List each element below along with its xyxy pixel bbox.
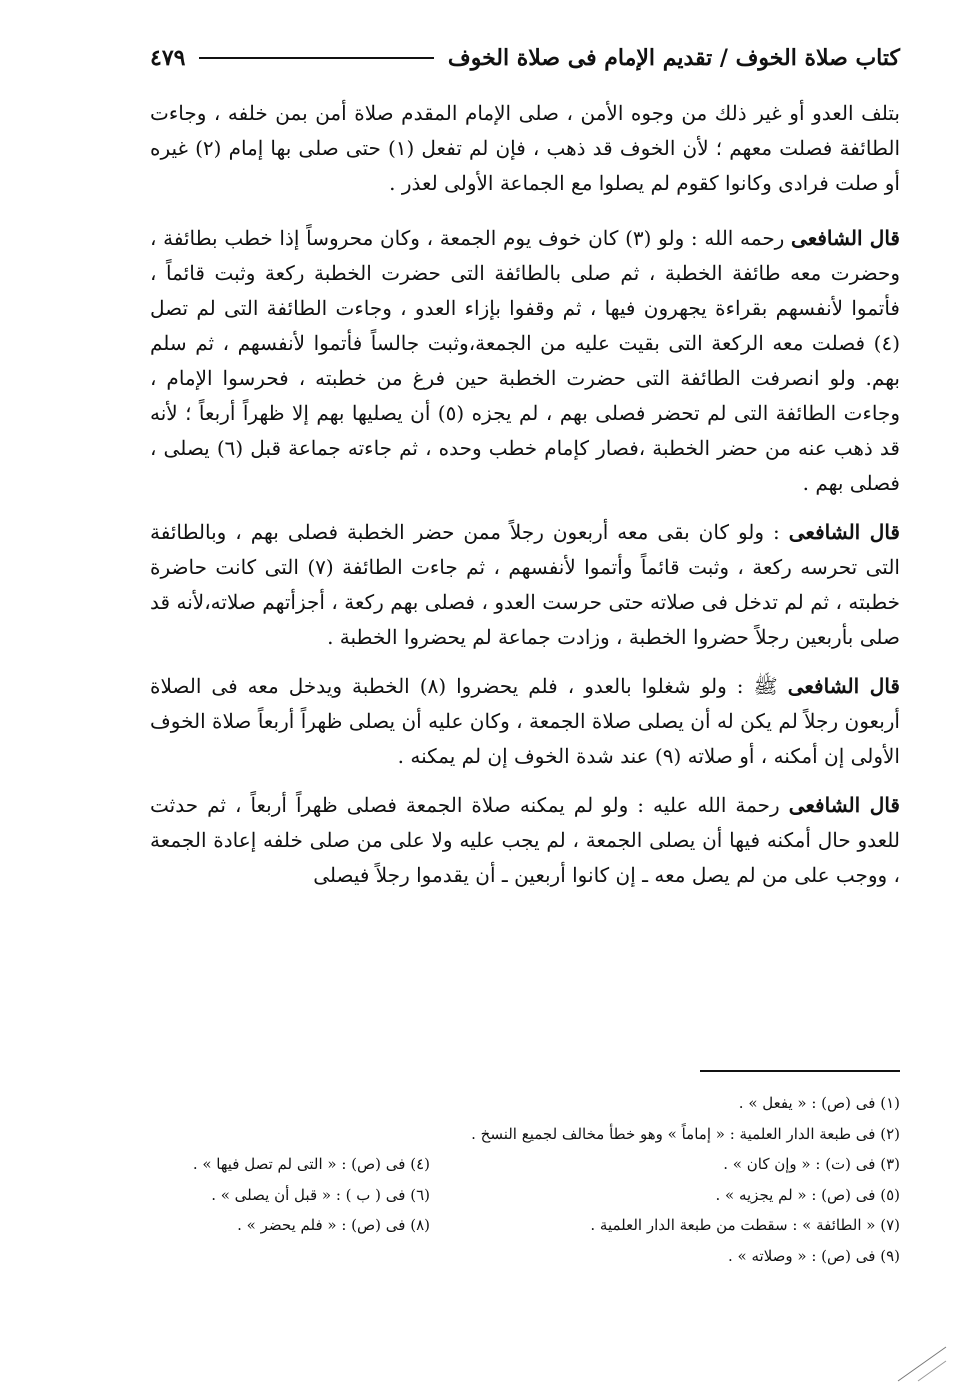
footnote-empty [150, 1241, 430, 1272]
paragraph-text: بتلف العدو أو غير ذلك من وجوه الأمن ، صلى الإمام المقدم صلاة أمن بمن خلفه ، وجاءت الطائفة فصلت معهم ؛ لأن الخوف قد ذهب ، فإن لم تفعل (١) حتى صلى بها إمام (٢) غيره أو صلت فرادى وكانوا كقوم لم يصلوا مع الجماعة الأولى لعذر . [150, 101, 901, 195]
footnote-4: (٤) فى (ص) : « التى لم تصل فيها » . [192, 1155, 430, 1173]
footnote-3: (٣) فى (ت) : « وإن كان » . [723, 1155, 900, 1173]
footnote-row [150, 1088, 900, 1119]
paragraph-text: : ولو كان بقى معه أربعون رجلاً ممن حضر الخطبة فصلى بهم ، وبالطائفة التى تحرسه ركعة ، وثبت قائماً وأتموا لأنفسهم ، ثم جاءت الطائفة (٧) التى كانت حاضرة خطبته ، ثم لم تدخل فى صلاته حتى حرست العدو ، فصلى بهم ركعة ، أجزأتهم صلاته،لأنه قد صلى بأربعين رجلاً حضروا الخطبة ، وزادت جماعة لم يحضروا الخطبة . [150, 520, 900, 649]
footnote-row [150, 1180, 900, 1211]
paragraph-text: ﷺ : ولو شغلوا بالعدو ، فلم يحضروا (٨) الخطبة ويدخل معه فى الصلاة أربعون رجلاً لم يكن له أن يصلى صلاة الجمعة ، وكان عليه أن يصلى ظهراً أربعاً صلاة الخوف الأولى إن أمكنه ، أو صلاته (٩) عند شدة الخوف إن لم يمكنه . [150, 674, 900, 768]
speaker-label: قال الشافعى [788, 793, 900, 817]
footnotes [150, 1088, 900, 1271]
footnote-5: (٥) فى (ص) : « لم يجزيه » . [715, 1185, 900, 1204]
speaker-label: قال الشافعى [787, 674, 900, 698]
footnote-1: (١) فى (ص) : « يفعل » . [738, 1094, 900, 1112]
header-rule [199, 57, 433, 59]
paragraph-text: رحمة الله عليه : ولو لم يمكنه صلاة الجمعة فصلى ظهراً أربعاً ، ثم حدثت للعدو حال أمكنه فيها أن يصلى الجمعة ، لم يجب عليه ولا على من صلى خلفه إعادة الجمعة ، ووجب على من لم يصل معه ـ إن كانوا أربعين ـ أن يقدموا رجلاً فيصلى [150, 793, 901, 887]
paragraph-4 [150, 669, 900, 774]
paragraph-1 [150, 96, 900, 201]
main-text [150, 96, 900, 907]
paragraph-3 [150, 515, 900, 655]
footnote-row [150, 1210, 900, 1241]
scan-corner-mark [888, 1343, 948, 1383]
footnote-6: (٦) فى ( ب ) : « قبل أن يصلى » . [211, 1185, 430, 1204]
footnote-7: (٧) « الطائفة » : سقطت من طبعة الدار العلمية . [590, 1216, 900, 1234]
speaker-label: قال الشافعى [788, 520, 900, 544]
footnote-8: (٨) فى (ص) : « فلم يحضر » . [237, 1216, 430, 1234]
footnote-row [150, 1241, 900, 1272]
paragraph-5 [150, 788, 900, 893]
footnote-empty [150, 1088, 430, 1119]
footnote-2: (٢) فى طبعة الدار العلمية : « إماماً » وهو خطأ مخالف لجميع النسخ . [471, 1124, 900, 1143]
page-number: ٤٧٩ [150, 45, 186, 71]
footnote-row [150, 1149, 900, 1180]
paragraph-text: رحمه الله : ولو (٣) كان خوف يوم الجمعة ، وكان محروساً إذا خطب بطائفة ، وحضرت معه طائفة الخطبة ، ثم صلى بالطائفة التى حضرت الخطبة ركعة وثبت قائماً ، فأتموا لأنفسهم بقراءة يجهرون فيها ، ثم وقفوا بإزاء العدو ، وجاءت الطائفة التى لم تصل (٤) فصلت معه الركعة التى بقيت عليه من الجمعة،وثبت جالساً فأتموا لأنفسهم ، ثم سلم بهم. ولو انصرفت الطائفة التى حضرت الخطبة حين فرغ من خطبته ، فحرسوا الإمام ، وجاءت الطائفة التى لم تحضر فصلى بهم ، لم يجزه (٥) أن يصليها بهم إلا ظهراً أربعاً ؛ لأنه قد ذهب عنه من حضر الخطبة ،فصار كإمام خطب وحده ، ثم جاءته جماعة قبل (٦) يصلى ، فصلى بهم . [150, 226, 900, 495]
footnote-9: (٩) فى (ص) : « وصلاته » . [728, 1246, 900, 1265]
footnote-separator [700, 1070, 900, 1072]
speaker-label: قال الشافعى [791, 226, 900, 250]
paragraph-2 [150, 221, 900, 501]
footnote-row [150, 1119, 900, 1150]
running-title: كتاب صلاة الخوف / تقديم الإمام فى صلاة الخوف [447, 45, 900, 71]
page-header [150, 38, 900, 78]
